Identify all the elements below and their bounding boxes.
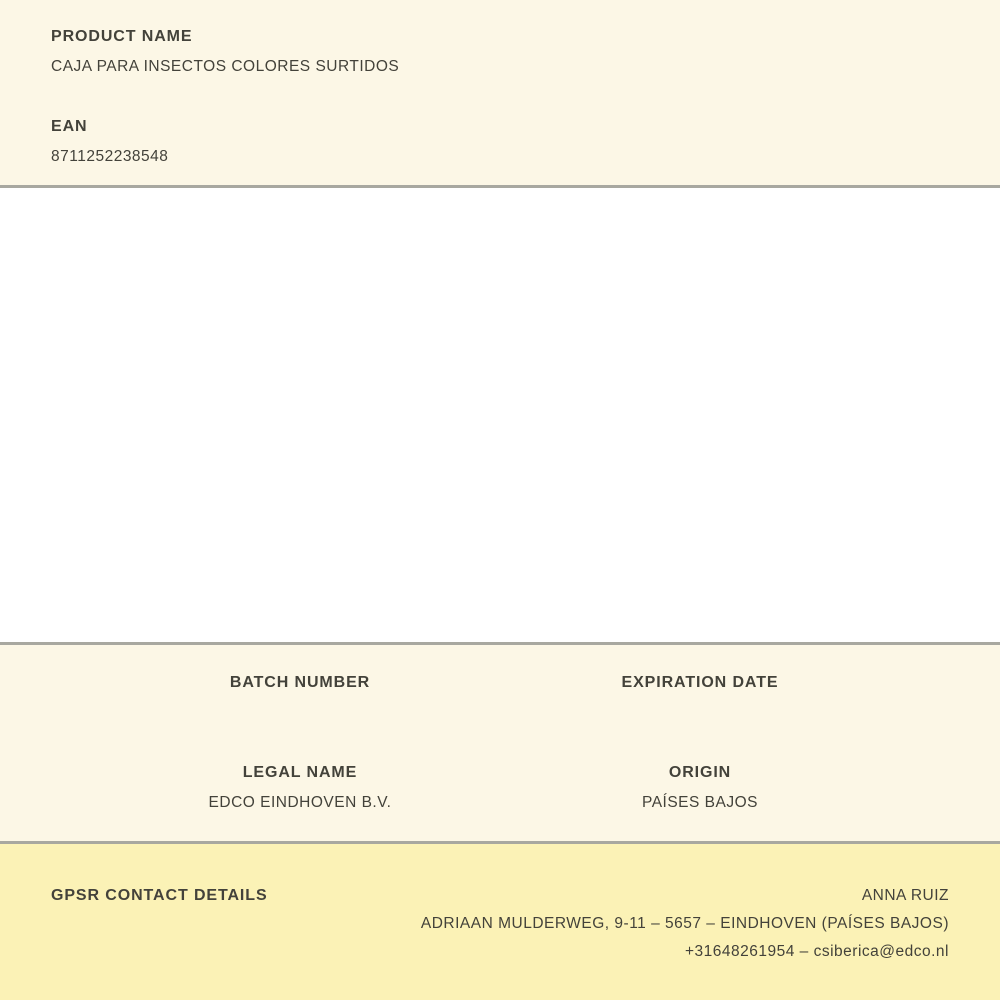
legal-name-cell [100, 763, 500, 813]
details-grid [100, 673, 900, 813]
product-name-group [51, 27, 949, 77]
product-name-label: PRODUCT NAME [51, 28, 193, 45]
gpsr-contact-phone-email: +31648261954 – csiberica@edco.nl [685, 943, 949, 960]
ean-label: EAN [51, 118, 88, 135]
ean-value: 8711252238548 [51, 148, 169, 165]
origin-cell [500, 763, 900, 813]
expiration-date-value [500, 703, 900, 723]
origin-label: ORIGIN [668, 764, 732, 781]
batch-number-value [100, 703, 500, 723]
legal-name-label: LEGAL NAME [242, 764, 358, 781]
product-header-section [0, 0, 1000, 188]
expiration-date-label: EXPIRATION DATE [621, 674, 779, 691]
batch-number-label: BATCH NUMBER [229, 674, 371, 691]
origin-value: PAÍSES BAJOS [642, 794, 758, 811]
legal-name-value: EDCO EINDHOVEN B.V. [208, 794, 392, 811]
gpsr-contact-info [421, 882, 949, 966]
gpsr-contact-section [0, 841, 1000, 1000]
product-name-value: CAJA PARA INSECTOS COLORES SURTIDOS [51, 58, 400, 75]
gpsr-contact-name: ANNA RUIZ [861, 887, 949, 904]
expiration-date-cell [500, 673, 900, 723]
gpsr-contact-address: ADRIAAN MULDERWEG, 9-11 – 5657 – EINDHOVEN (PAÍSES BAJOS) [420, 915, 949, 932]
batch-number-cell [100, 673, 500, 723]
product-details-section [0, 642, 1000, 841]
product-image-area [0, 188, 1000, 642]
gpsr-contact-details-label: GPSR CONTACT DETAILS [51, 887, 268, 904]
ean-group [51, 117, 949, 167]
